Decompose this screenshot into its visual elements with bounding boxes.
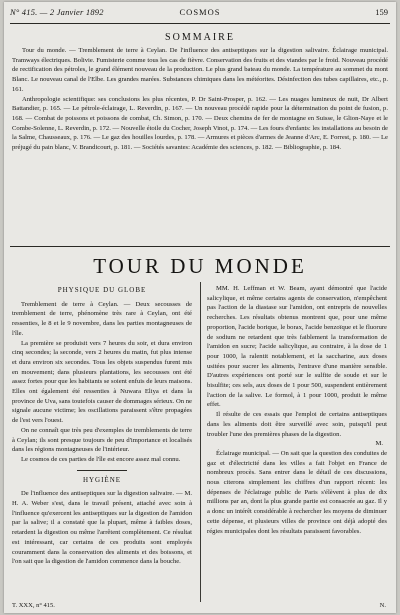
section-heading: HYGIÈNE	[82, 475, 122, 484]
sommaire-paragraph: Tour du monde. — Tremblement de terre à Ceylan. De l'influence des antiseptiques sur la digestion salivaire. Éclairage municipal. Tramways électriques. Bolivie. Fumisterie comme tous les cas de fièvre. Conservation des fruits et des viandes par le froid. Nouveau procédé de rectification des pétroles, le grand élément nouveau de la production. Le plus grand bateau du monde. La température au sommet du mont Blanc. Le nouveau canal de l'Elbe. Les grandes marées. Substances chimiques dans les météorites. Désinfection des tubes capillaires, etc., p. 161.	[12, 47, 388, 93]
article-paragraph: Le cosmos de ces parties de l'île est encore assez mal connu.	[21, 455, 181, 463]
sommaire-title: SOMMAIRE	[165, 32, 235, 43]
left-column	[12, 284, 192, 598]
article-paragraph: On ne connaît que très peu d'exemples de tremblements de terre à Ceylan; ils sont presque toujours de peu d'importance et localisés dans les régions montagneuses de l'intérieur.	[12, 426, 192, 454]
running-header	[4, 2, 396, 24]
issue-date: N° 415. — 2 Janvier 1892	[10, 7, 104, 17]
right-column	[207, 284, 387, 598]
volume-footer: T. XXX, n° 415.	[12, 602, 55, 609]
article-paragraph: MM. H. Leffman et W. Beam, ayant démontré que l'acide salicylique, et même certains agents de conservation, n'empêchent pas l'action de la diastase sur l'amidon, ont entrepris de nouvelles recherches. Les résultats obtenus montrent que, pour une même proportion, l'acide borique, le borax, l'acide benzoïque et le fluorure de sodium ne retardent que très faiblement la transformation de l'amidon en sucre; l'acide salicylique, au contraire, à la dose de 1 pour 1000, la ralentit notablement, et la saccharine, aux doses usitées pour sucrer les aliments, l'entrave d'une manière sensible. D'autres expériences ont porté sur le sulfite de soude et sur le bisulfite; ces sels, aux doses de 1 pour 500, suspendent entièrement l'action de la salive. Le formol, à 1 pour 1000, produit le même effet.	[207, 285, 387, 409]
newspaper-page	[4, 2, 396, 613]
sommaire-body	[12, 46, 388, 242]
article-title: TOUR DU MONDE	[93, 254, 307, 278]
sommaire-paragraph: Anthropologie scientifique: ses conclusions les plus récentes, P. Dr Saint-Prosper, p. 162. — Les nuages lumineux de nuit, Dr Albert Battandier, p. 165. — Le pétrole-éclairage, L. Reverdin, p. 167. — Un nouveau procédé rapide pour la détermination du point de fusion, p. 168. — Combat de poissons et poissons de combat, Ch. Simon, p. 170. — Deux chemins de fer de montagne en Suisse, le Glion-Naye et le Combe-Solenne, L. Reverdin, p. 172. — Nouvelle étoile du Cocher, Joseph Vinot, p. 174. — Les fours d'enfants: les installations au besoin de la Salme, Chausseaux, p. 176. — Le gaz des houilles lourdes, p. 178. — Armures et pièces d'armes de Jeanne d'Arc, E. Forrest, p. 180. — Le préjugé du pain blanc, V. Brandicourt, p. 181. — Sociétés savantes: Académie des sciences, p. 182. — Bibliographie, p. 184.	[12, 95, 388, 152]
section-heading: PHYSIQUE DU GLOBE	[57, 286, 147, 294]
footer-mark: N.	[379, 602, 386, 609]
column-divider	[200, 282, 201, 602]
header-rule	[10, 23, 390, 24]
author-signature: M.	[375, 440, 383, 448]
page-number: 159	[375, 7, 388, 17]
journal-name: COSMOS	[179, 7, 221, 17]
article-paragraph: La première se produisit vers 7 heures du soir, et dura environ cinq secondes; la seconde, vers 2 heures du matin, fut plus intense et dura environ six secondes. Tous les objets suspendus furent mis en mouvement; dans plusieurs plantations, les secousses ont été assez fortes pour que les habitants se soient enfuis de leurs maisons. Elles ont également été ressenties à Nuwara Eliya et dans la province de Uva, sans toutefois causer de dommages sérieux. On ne signale aucune victime; les oscillations paraissent s'être propagées de l'est vers l'ouest.	[12, 339, 192, 425]
article-paragraph: Il résulte de ces essais que l'emploi de certains antiseptiques dans les aliments doit être surveillé avec soin, puisqu'il peut troubler l'une des premières phases de la digestion.	[207, 411, 387, 438]
article-paragraph: De l'influence des antiseptiques sur la digestion salivaire. — M. H. A. Weber s'est, dans le travail présent, attaché avec soin à l'influence qu'exercent les antiseptiques sur la digestion de l'amidon par la salive; il a constaté que la plupart, même à faibles doses, retardent la digestion ou même l'arrêtent complètement. Ce résultat est intéressant, car certains de ces produits sont employés couramment dans la conservation des aliments et des boissons, et l'on sait que la digestion de l'amidon commence dans la bouche.	[12, 490, 192, 566]
article-paragraph: Éclairage municipal. — On sait que la question des conduites de gaz et d'électricité dans les villes a fait l'objet en France de nombreux procès. Sans entrer dans le détail de ces discussions, nous citerons simplement les chiffres d'un rapport récent: les dépenses de l'éclairage public de Paris s'élèvent à plus de dix millions par an, dont la plus grande partie est consacrée au gaz. Il y a donc un intérêt considérable à rechercher les moyens de diminuer cette dépense, et plusieurs villes de province ont déjà adopté des régies municipales dont les résultats paraissent favorables.	[207, 449, 387, 535]
section-rule	[10, 246, 390, 247]
article-paragraph: Tremblement de terre à Ceylan. — Deux secousses de tremblement de terre, phénomène très rare à Ceylan, ont été ressenties, le 8 et le 9 novembre, dans les parties montagneuses de l'île.	[12, 300, 192, 337]
section-separator	[77, 470, 127, 471]
